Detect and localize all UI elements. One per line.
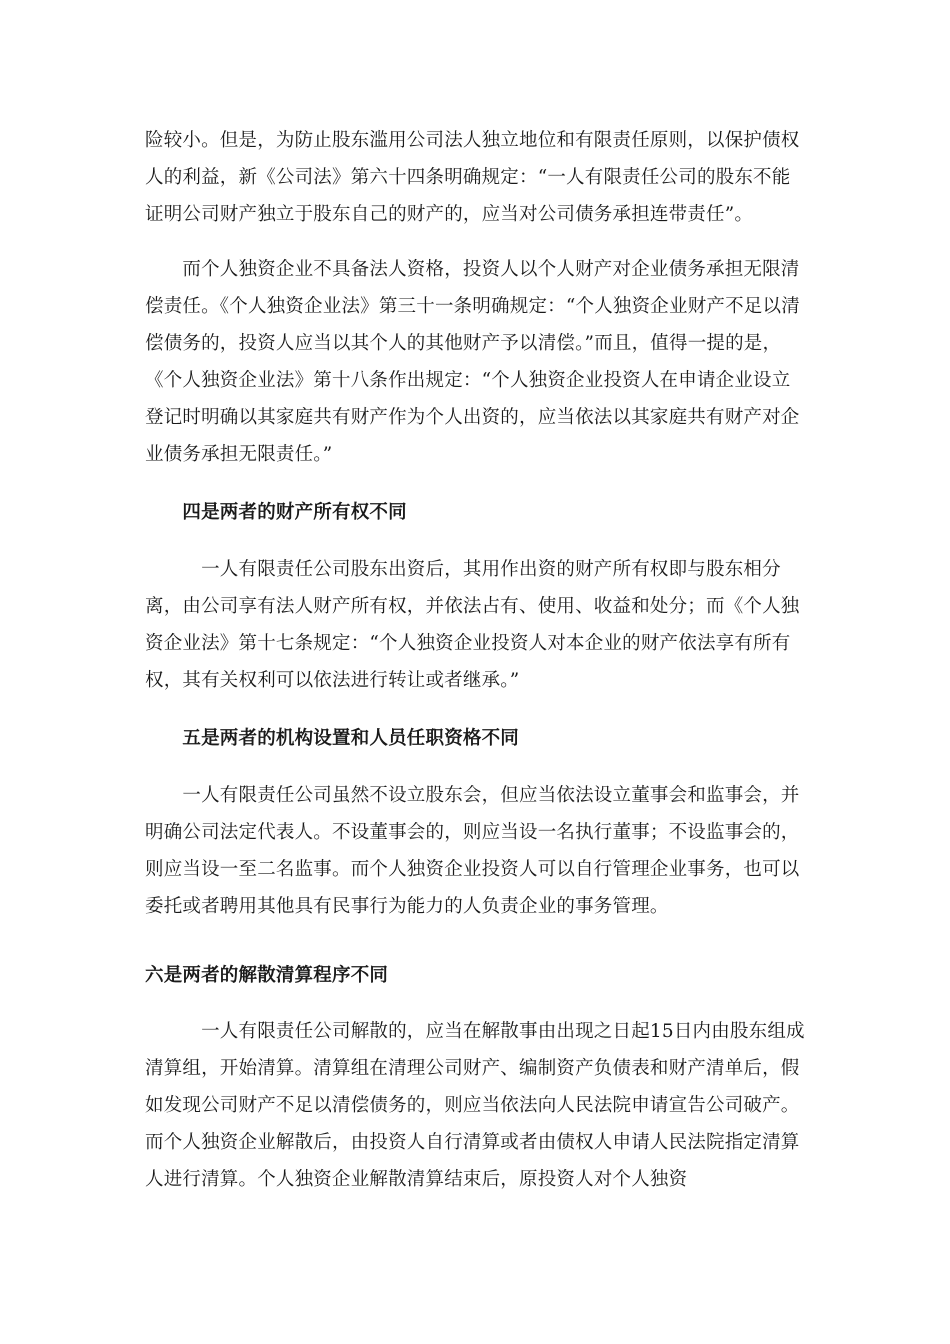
- paragraph-organization-structure: 一人有限责任公司虽然不设立股东会，但应当依法设立董事会和监事会，并明确公司法定代表人。不设董事会的，则应当设一名执行董事；不设监事会的，则应当设一至二名监事。而个人独资企业投资人可以自行管理企业事务，也可以委托或者聘用其他具有民事行为能力的人负责企业的事务管理。: [145, 785, 800, 917]
- paragraph-liability-company: 险较小。但是，为防止股东滥用公司法人独立地位和有限责任原则，以保护债权人的利益，新《公司法》第六十四条明确规定：“一人有限责任公司的股东不能证明公司财产独立于股东自己的财产的，应当对公司债务承担连带责任”。: [145, 130, 800, 225]
- paragraph-dissolution-liquidation: 一人有限责任公司解散的，应当在解散事由出现之日起15日内由股东组成清算组，开始清算。清算组在清理公司财产、编制资产负债表和财产清单后，假如发现公司财产不足以清偿债务的，则应当依法向人民法院申请宣告公司破产。而个人独资企业解散后，由投资人自行清算或者由债权人申请人民法院指定清算人进行清算。个人独资企业解散清算结束后，原投资人对个人独资: [145, 1021, 805, 1190]
- heading-dissolution-liquidation: 六是两者的解散清算程序不同: [145, 965, 389, 986]
- heading-property-ownership: 四是两者的财产所有权不同: [145, 502, 407, 523]
- paragraph-property-ownership: 一人有限责任公司股东出资后，其用作出资的财产所有权即与股东相分离，由公司享有法人财产所有权，并依法占有、使用、收益和处分；而《个人独资企业法》第十七条规定：“个人独资企业投资人对本企业的财产依法享有所有权，其有关权利可以依法进行转让或者继承。”: [145, 559, 800, 691]
- heading-organization-structure: 五是两者的机构设置和人员任职资格不同: [145, 728, 520, 749]
- paragraph-sole-proprietorship-liability: 而个人独资企业不具备法人资格，投资人以个人财产对企业债务承担无限清偿责任。《个人独资企业法》第三十一条明确规定：“个人独资企业财产不足以清偿债务的，投资人应当以其个人的其他财产予以清偿。”而且，值得一提的是，《个人独资企业法》第十八条作出规定：“个人独资企业投资人在申请企业设立登记时明确以其家庭共有财产作为个人出资的，应当依法以其家庭共有财产对企业债务承担无限责任。”: [145, 259, 800, 465]
